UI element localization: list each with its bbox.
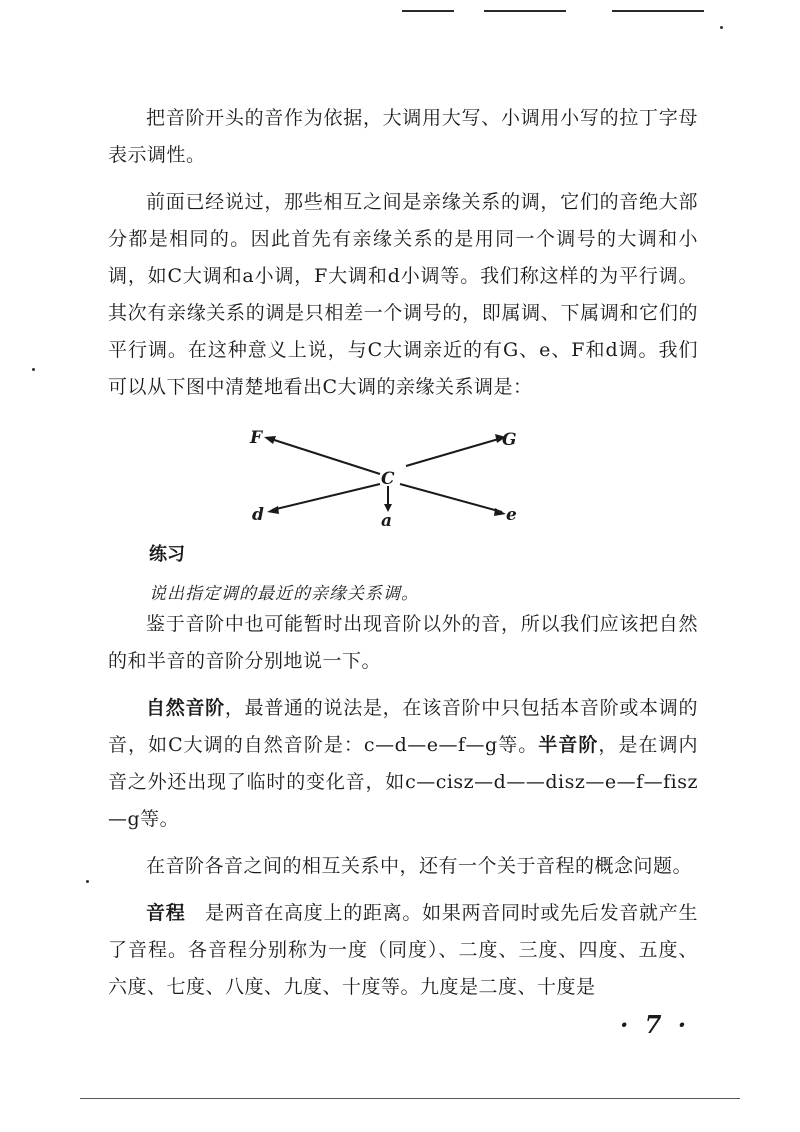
top-rule-3 [612,10,704,12]
term-chromatic-scale: 半音阶 [538,734,599,756]
natural-scale-text: ，最普通的说法是，在该音阶中只包括本音阶或本调的音，如C大调的自然音阶是：c—d—e—f—g等。 [108,697,698,756]
bottom-rule [80,1098,740,1099]
arrow-to-f [268,438,380,474]
paragraph-interval-question: 在音阶各音之间的相互关系中，还有一个关于音程的概念问题。 [146,855,693,877]
paragraph-scale-types [108,690,698,838]
paragraph-interval-definition [108,895,698,1006]
arrow-to-d [272,484,380,510]
scan-speck [86,880,89,883]
node-d: d [252,505,264,525]
arrow-to-e [400,484,502,512]
paragraph-key-naming: 把音阶开头的音作为依据，大调用大写、小调用小写的拉丁字母表示调性。 [108,107,698,166]
exercise-task: 说出指定调的最近的亲缘关系调。 [149,584,419,604]
interval-text: 是两音在高度上的距离。如果两音同时或先后发音就产生了音程。各音程分别称为一度（同度）、二度、三度、四度、五度、六度、七度、八度、九度、十度等。九度是二度、十度是 [108,902,698,998]
top-rule-2 [484,10,566,12]
scan-speck [32,368,35,371]
exercise-heading: 练习 [149,544,185,565]
term-natural-scale: 自然音阶 [146,697,225,719]
paragraph-related-keys: 前面已经说过，那些相互之间是亲缘关系的调，它们的音绝大部分都是相同的。因此首先有亲缘关系的是用同一个调号的大调和小调，如C大调和a小调，F大调和d小调等。我们称这样的为平行调。其次有亲缘关系的调是只相差一个调号的，即属调、下属调和它们的平行调。在这种意义上说，与C大调亲近的有G、e、F和d调。我们可以从下图中清楚地看出C大调的亲缘关系调是： [108,191,698,398]
arrow-to-g [406,438,502,466]
paragraph-scales-intro: 鉴于音阶中也可能暂时出现音阶以外的音，所以我们应该把自然的和半音的音阶分别地说一下。 [108,613,698,672]
chromatic-scale-text: ，是在调内音之外还出现了临时的变化音，如c—cisz—d——disz—e—f—fisz—g等。 [108,734,698,830]
node-f: F [250,428,263,448]
node-g: G [502,430,517,450]
node-a: a [381,511,393,530]
related-keys-diagram [240,420,550,530]
term-interval: 音程 [146,902,186,924]
node-e: e [506,505,517,525]
node-center-c: C [381,469,395,489]
page-number: · 7 · [620,1010,691,1039]
top-rule-1 [402,10,454,12]
lower-text-block [108,606,698,1006]
upper-text-block [108,100,698,406]
scan-speck [720,26,723,29]
